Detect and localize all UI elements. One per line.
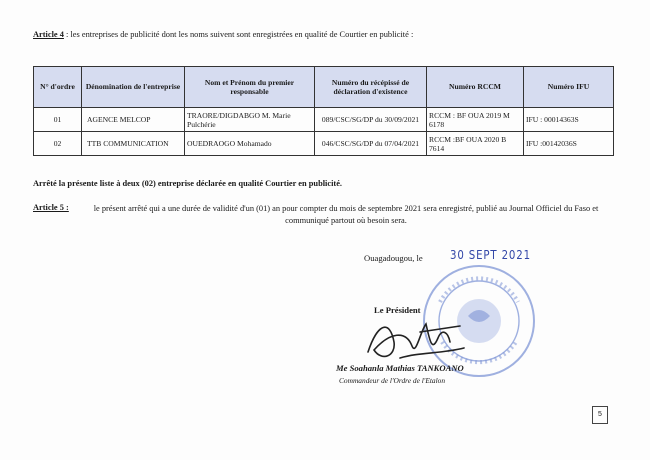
- header-rccm: Numéro RCCM: [427, 67, 524, 108]
- article-5-label: Article 5 :: [33, 203, 69, 212]
- president-label: Le Président: [374, 305, 421, 315]
- date-stamp: 30 SEPT 2021: [450, 248, 531, 262]
- place-label: Ouagadougou, le: [364, 253, 423, 263]
- cell-recepisse: 089/CSC/SG/DP du 30/09/2021: [315, 108, 427, 132]
- table-row: [34, 132, 614, 156]
- cell-rccm: RCCM : BF OUA 2019 M 6178: [427, 108, 524, 132]
- header-denomination: Dénomination de l'entreprise: [82, 67, 185, 108]
- cell-ifu: IFU :00142036S: [524, 132, 614, 156]
- cell-responsable: OUEDRAOGO Mohamado: [185, 132, 315, 156]
- cell-responsable: TRAORE/DIGDABGO M. Marie Pulchérie: [185, 108, 315, 132]
- header-ordre: N° d'ordre: [34, 67, 82, 108]
- cell-denomination: AGENCE MELCOP: [82, 108, 185, 132]
- article-4-intro: [33, 30, 413, 39]
- article-4-text: : les entreprises de publicité dont les noms suivent sont enregistrées en qualité de Courtier en publicité :: [63, 30, 414, 39]
- cell-ifu: IFU : 00014363S: [524, 108, 614, 132]
- cell-rccm: RCCM :BF OUA 2020 B 7614: [427, 132, 524, 156]
- article-5-text: le présent arrêté qui a une durée de validité d'un (01) an pour compter du mois de septembre 2021 sera enregistré, publié au Journal Officiel du Faso et communiqué partout où besoin sera.: [93, 204, 599, 225]
- cell-recepisse: 046/CSC/SG/DP du 07/04/2021: [315, 132, 427, 156]
- signer-name: Me Soahanla Mathias TANKOANO: [336, 363, 464, 373]
- cell-ordre: 01: [34, 108, 82, 132]
- header-recepisse: Numéro du récépissé de déclaration d'existence: [315, 67, 427, 108]
- table-row: [34, 108, 614, 132]
- article-4-label: Article 4: [33, 30, 64, 39]
- cell-denomination: TTB COMMUNICATION: [82, 132, 185, 156]
- page-number: 5: [592, 406, 608, 424]
- signer-title: Commandeur de l'Ordre de l'Etalon: [339, 376, 446, 385]
- arrete-statement: Arrêté la présente liste à deux (02) entreprise déclarée en qualité Courtier en publicité.: [33, 179, 343, 188]
- handwritten-signature-icon: [360, 312, 468, 368]
- registration-table: [33, 66, 614, 156]
- header-ifu: Numéro IFU: [524, 67, 614, 108]
- cell-ordre: 02: [34, 132, 82, 156]
- table-header-row: [34, 67, 614, 108]
- header-responsable: Nom et Prénom du premier responsable: [185, 67, 315, 108]
